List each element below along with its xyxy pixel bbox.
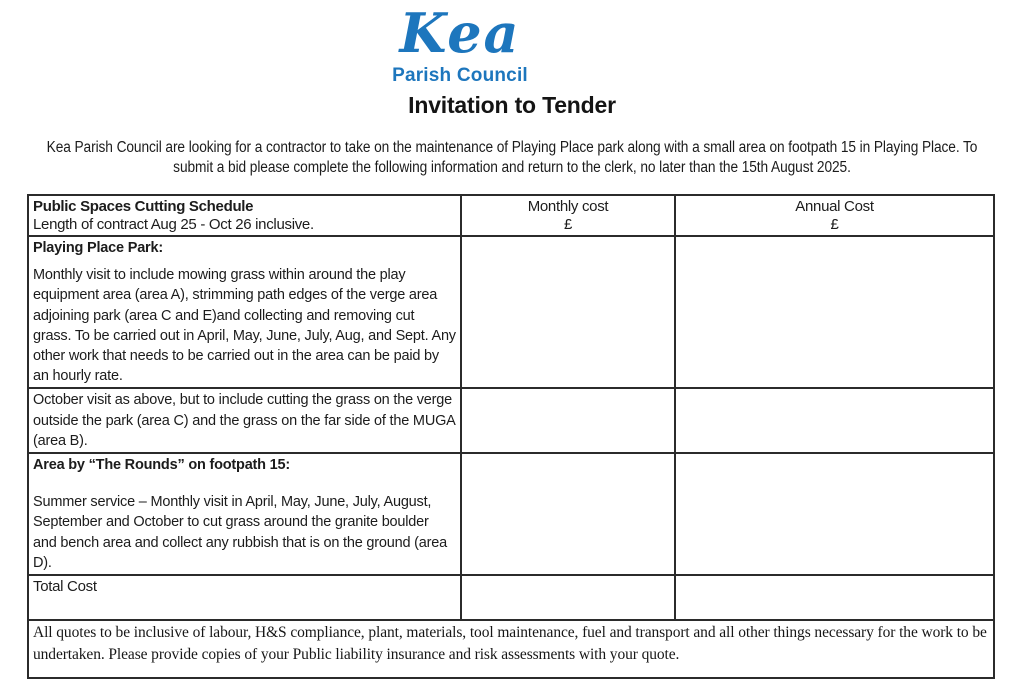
table-row-playing-place-park — [28, 236, 994, 388]
monthly-cost-cell — [461, 453, 675, 575]
annual-cost-header: Annual Cost — [795, 198, 874, 215]
total-cost-label-cell — [28, 575, 461, 620]
schedule-header-cell — [28, 195, 461, 236]
monthly-cost-header: Monthly cost — [527, 198, 609, 215]
total-annual-cost-cell — [675, 575, 994, 620]
footer-note-cell — [28, 620, 994, 678]
row-body-text: October visit as above, but to include cutting the grass on the verge outside the park (area C) and the grass on the far side of the MUGA (area B). — [33, 392, 455, 449]
kea-parish-council-logo — [360, 0, 560, 88]
row-body-text: Monthly visit to include mowing grass within around the play equipment area (area A), strimming path edges of the verge area adjoining park (area C and E)and collecting and removing cut grass. To be carried out in April, May, June, July, Aug, and Sept. Any other work that needs to be carried out in the area can be paid by an hourly rate. — [33, 267, 456, 385]
spacer — [33, 258, 456, 265]
monthly-cost-cell — [461, 236, 675, 388]
row-body-text: Summer service – Monthly visit in April, May, June, July, August, September and October to cut grass around the granite boulder and bench area and collect any rubbish that is on the ground (area D). — [33, 494, 448, 571]
table-row-total-cost — [28, 575, 994, 620]
intro-paragraph: Kea Parish Council are looking for a contractor to take on the maintenance of Playing Place park along with a small area on footpath 15 in Playing Place. To submit a bid please complete the following information and return to the clerk, no later than the 15th August 2025. — [46, 139, 978, 176]
work-description-cell — [28, 236, 461, 388]
table-header-row — [28, 195, 994, 236]
spacer — [33, 475, 456, 492]
table-row-october-visit — [28, 388, 994, 453]
row-heading: Area by “The Rounds” on footpath 15: — [33, 457, 291, 474]
footer-note: All quotes to be inclusive of labour, H&S compliance, plant, materials, tool maintenance, fuel and transport and all other things necessary for the work to be undertaken. Please provide copies of your Public liability insurance and risk assessments with your quote. — [33, 624, 987, 664]
page-title: Invitation to Tender — [408, 92, 616, 118]
work-description-cell — [28, 388, 461, 453]
total-monthly-cost-cell — [461, 575, 675, 620]
cutting-schedule-table — [27, 194, 995, 679]
annual-currency-symbol: £ — [830, 216, 839, 233]
annual-cost-cell — [675, 388, 994, 453]
annual-cost-cell — [675, 453, 994, 575]
table-row-the-rounds — [28, 453, 994, 575]
monthly-currency-symbol: £ — [563, 216, 573, 233]
monthly-cost-header-cell — [461, 195, 675, 236]
work-description-cell — [28, 453, 461, 575]
row-heading: Playing Place Park: — [33, 240, 163, 256]
schedule-subtitle: Length of contract Aug 25 - Oct 26 inclusive. — [33, 216, 314, 233]
logo-subtitle: Parish Council — [392, 65, 528, 86]
monthly-cost-cell — [461, 388, 675, 453]
total-cost-label: Total Cost — [33, 578, 97, 596]
annual-cost-header-cell — [675, 195, 994, 236]
logo-script-text: Kea — [399, 1, 521, 65]
annual-cost-cell — [675, 236, 994, 388]
schedule-title: Public Spaces Cutting Schedule — [33, 198, 254, 215]
table-footer-row — [28, 620, 994, 678]
